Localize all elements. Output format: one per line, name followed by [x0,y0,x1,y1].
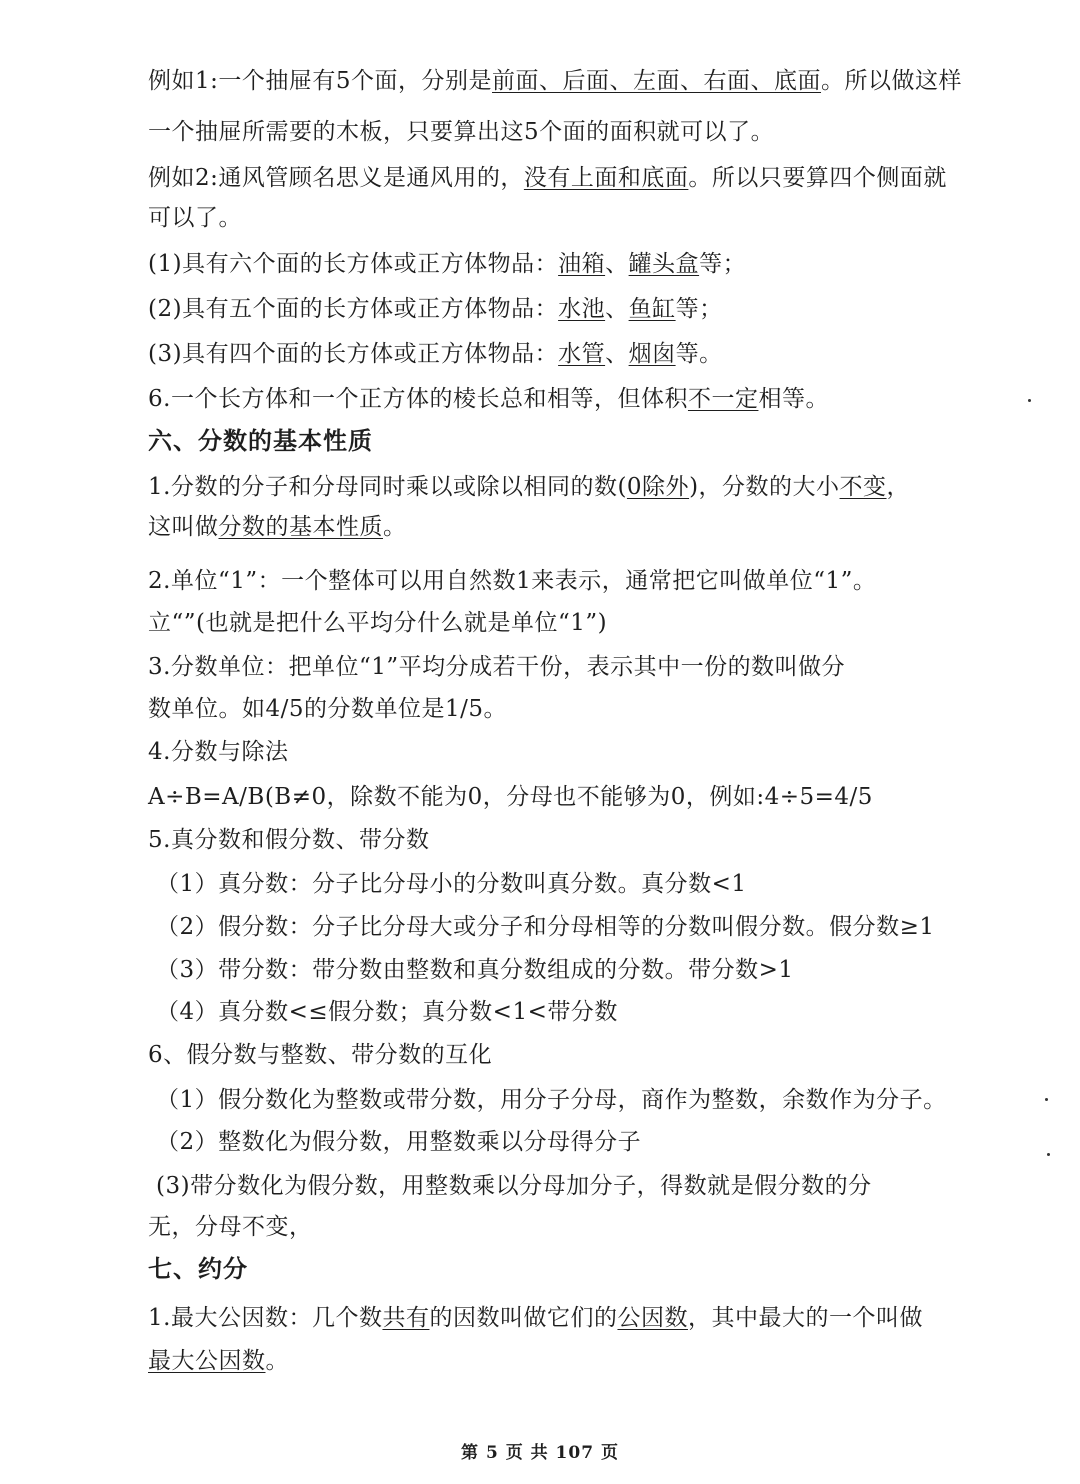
underlined-text: 公因数 [617,1305,688,1331]
list-item: （4）真分数<≤假分数；真分数<1<带分数 [156,999,618,1025]
text-line: 3.分数单位：把单位“1”平均分成若干份，表示其中一份的数叫做分 [148,654,846,680]
text-segment: 分别是 [421,68,493,94]
list-item [148,294,723,324]
text-segment: 、 [605,251,629,277]
text-line: 5.真分数和假分数、带分数 [148,827,430,853]
text-line: 立“”(也就是把什么平均分什么就是单位“1”) [148,610,608,636]
formula-line: A÷B=A/B(B≠0，除数不能为0，分母也不能够为0，例如:4÷5=4/5 [148,784,873,810]
text-segment: 6.一个长方体和一个正方体的棱长总和相等，但体积 [148,386,688,412]
example-1-line [148,66,962,96]
text-segment: (1)具有六个面的长方体或正方体物品： [148,251,559,277]
underlined-text: 水管 [558,341,606,367]
text-segment: 等。 [675,341,723,367]
text-segment: 。 [383,514,407,540]
text-line: 无，分母不变， [148,1214,313,1240]
text-segment: 1.分数的分子和分母同时乘以或除以相同的数( [148,474,627,500]
text-segment: 。所以只要算四个侧面就 [688,165,947,191]
text-line: 6、假分数与整数、带分数的互化 [148,1042,493,1068]
list-item: （1）真分数：分子比分母小的分数叫真分数。真分数<1 [156,871,747,897]
text-segment: 例如2:通风管顾名思义是通风用的， [148,165,524,191]
text-line [148,512,407,542]
section-heading-6: 六、分数的基本性质 [148,427,373,455]
text-segment: (3)具有四个面的长方体或正方体物品： [148,341,559,367]
scan-speck [1045,1098,1048,1101]
text-segment: 的因数叫做它们的 [429,1305,618,1331]
underlined-text: 前面、后面、左面、右面、底面 [492,68,822,94]
text-segment: )，分数的大小 [689,474,840,500]
underlined-text: 烟囱 [628,341,676,367]
page-number-footer: 第 5 页 共 107 页 [461,1443,619,1463]
underlined-text: 0除外 [626,474,690,500]
underlined-text: 不变 [839,474,887,500]
text-line [148,1303,923,1333]
underlined-text: 油箱 [558,251,606,277]
underlined-text: 罐头盒 [628,251,700,277]
list-item: (3)带分数化为假分数，用整数乘以分母加分子，得数就是假分数的分 [156,1173,872,1199]
underlined-text: 没有上面和底面 [523,165,689,191]
scan-speck [1028,399,1031,402]
text-segment: 。所以做这样 [821,68,963,94]
list-item: （2）整数化为假分数，用整数乘以分母得分子 [156,1129,642,1155]
underlined-text: 不一定 [687,386,759,412]
text-line [148,472,910,502]
text-segment: 、 [605,341,629,367]
text-line: 4.分数与除法 [148,739,289,765]
text-segment: 。 [265,1348,289,1374]
list-item [148,249,746,279]
text-segment: 等； [675,296,723,322]
example-2-line [148,163,947,193]
text-segment: ， [398,68,422,94]
list-item [148,339,723,369]
text-segment: 等； [699,251,747,277]
text-segment: ， [886,474,911,500]
text-line: 可以了。 [148,205,242,231]
text-line: 数单位。如4/5的分数单位是1/5。 [148,696,508,722]
text-line [148,384,829,414]
section-heading-7: 七、约分 [148,1255,248,1283]
underlined-text: 共有 [382,1305,430,1331]
underlined-text: 分数的基本性质 [218,514,383,540]
scan-speck [1047,1153,1050,1156]
text-line: 一个抽屉所需要的木板，只要算出这5个面的面积就可以了。 [148,119,775,145]
text-segment: 相等。 [758,386,829,412]
text-segment: (2)具有五个面的长方体或正方体物品： [148,296,559,322]
underlined-text: 水池 [558,296,606,322]
text-line: 2.单位“1”：一个整体可以用自然数1来表示，通常把它叫做单位“1”。 [148,568,877,594]
text-segment: ，其中最大的一个叫做 [687,1305,923,1331]
underlined-text: 鱼缸 [628,296,676,322]
list-item: （1）假分数化为整数或带分数，用分子分母，商作为整数，余数作为分子。 [156,1087,947,1113]
text-line [148,1346,289,1376]
text-segment: 例如1:一个抽屉有5个面 [148,68,399,94]
text-segment: 1.最大公因数：几个数 [148,1305,383,1331]
text-segment: 、 [605,296,629,322]
list-item: （3）带分数：带分数由整数和真分数组成的分数。带分数>1 [156,957,794,983]
underlined-text: 最大公因数 [148,1348,266,1374]
list-item: （2）假分数：分子比分母大或分子和分母相等的分数叫假分数。假分数≥1 [156,914,935,940]
text-segment: 这叫做 [148,514,219,540]
